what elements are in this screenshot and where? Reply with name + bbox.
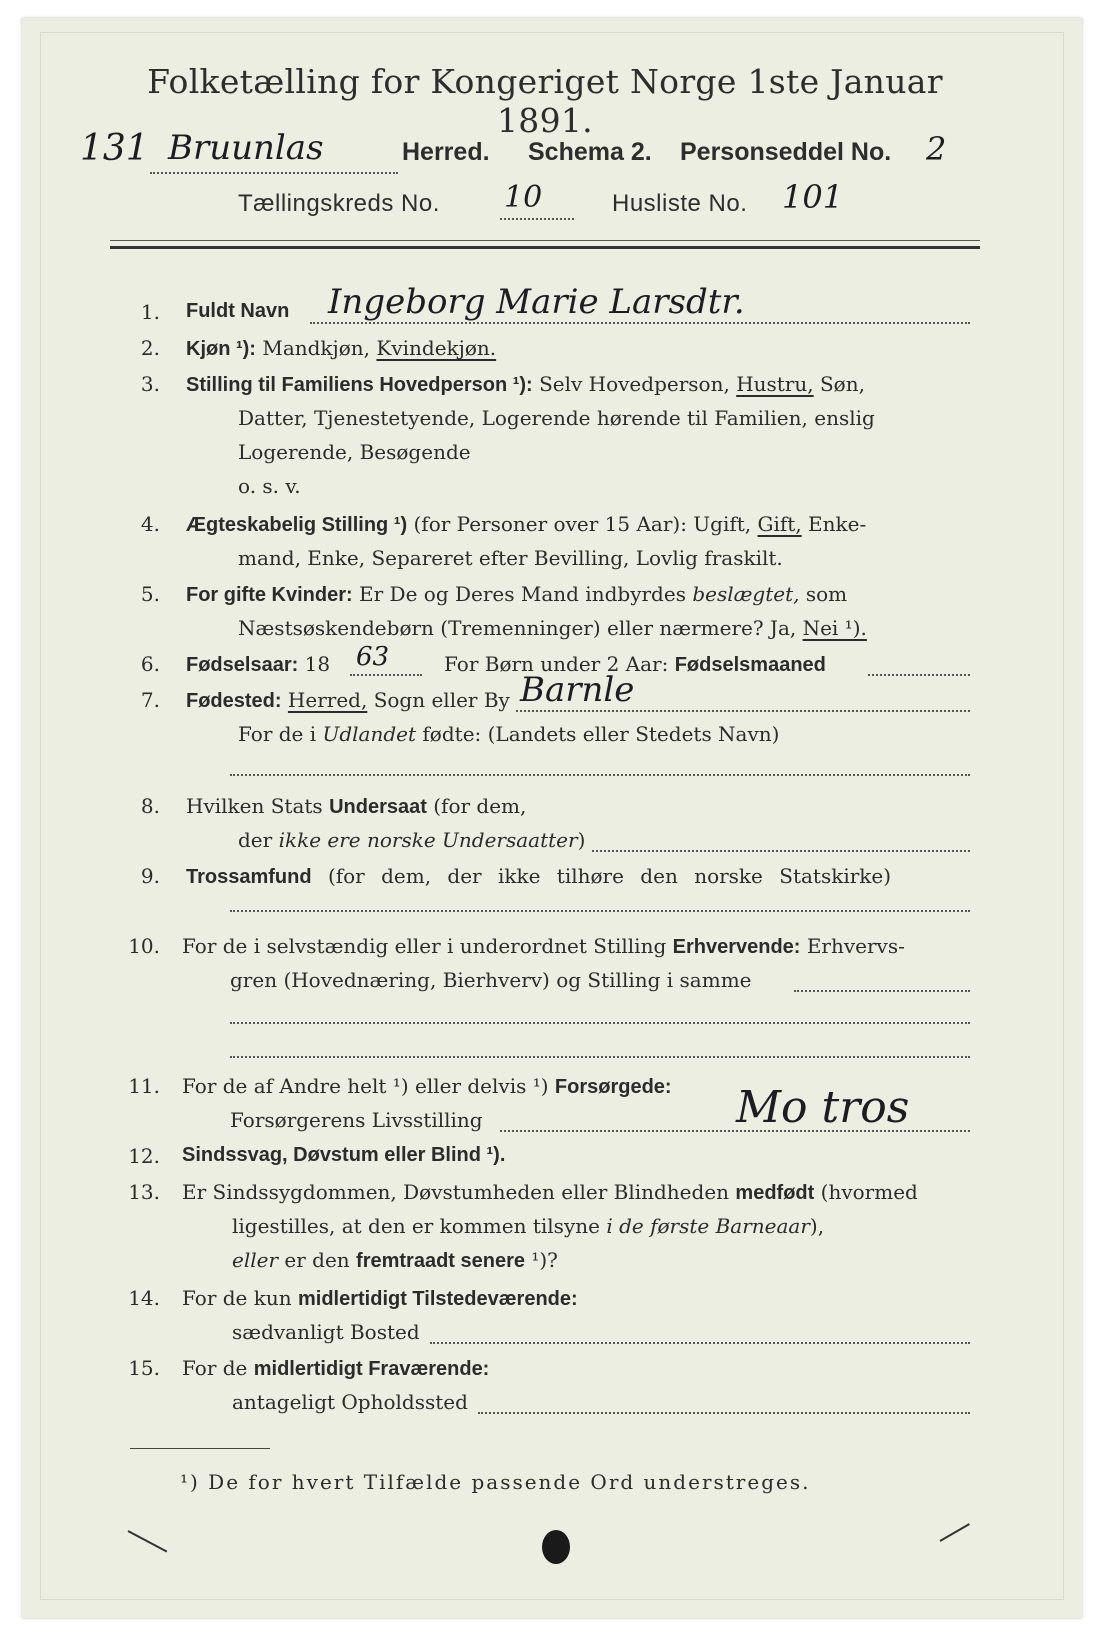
item-7-label: Fødested: [186, 690, 282, 712]
item-13-line-3-a: er den [284, 1248, 350, 1272]
herred-handwritten-value: Bruunlas [168, 128, 324, 168]
item-8-label: Undersaat [329, 796, 427, 818]
item-9-number: 9. [140, 864, 160, 888]
header-rule-heavy [110, 246, 980, 249]
item-3-number: 3. [140, 372, 160, 396]
item-3-text-b: Søn, [819, 372, 865, 396]
item-10-number: 10. [128, 934, 160, 958]
item-11-handwritten-occupation: Mo tros [736, 1082, 910, 1133]
item-8-text: Hvilken Stats [186, 794, 323, 818]
item-6-label-2: Fødselsmaaned [674, 654, 826, 676]
item-10-dotted-line-3 [230, 1056, 970, 1058]
ink-blot [542, 1530, 570, 1564]
item-1-label: Fuldt Navn [186, 300, 290, 322]
item-2-option-mandkjon: Mandkjøn, [262, 336, 371, 360]
item-8-dotted-line [592, 850, 970, 852]
herred-dotted-line [150, 172, 398, 174]
item-10-text: For de i selvstændig eller i underordnet Stilling [182, 934, 667, 958]
item-14-text: For de kun [182, 1286, 292, 1310]
husliste-label: Husliste No. [612, 190, 748, 217]
item-3-line-3: Logerende, Besøgende [238, 440, 471, 464]
item-3-line-4: o. s. v. [238, 474, 301, 498]
item-13-text-b: (hvormed [820, 1180, 918, 1204]
item-6-month-dotted-line [868, 674, 970, 676]
item-1-number: 1. [140, 300, 160, 324]
item-7-dotted-line [516, 710, 970, 712]
item-13-text: Er Sindssygdommen, Døvstumheden eller Blindheden [182, 1180, 730, 1204]
item-5-number: 5. [140, 582, 160, 606]
personseddel-label: Personseddel No. [680, 138, 892, 166]
item-14-label: midlertidigt Tilstedeværende: [297, 1288, 578, 1310]
item-7-line-2-a: For de i [238, 722, 317, 746]
item-4-line-2: mand, Enke, Separeret efter Bevilling, Lovlig fraskilt. [238, 546, 783, 570]
item-5-option-nei-underlined: Nei ¹). [802, 616, 867, 640]
item-7-number: 7. [140, 688, 160, 712]
item-8-italic-undersaatter: ikke ere norske Undersaatter [278, 828, 578, 852]
item-2-label: Kjøn ¹): [186, 338, 256, 360]
item-8-number: 8. [140, 794, 160, 818]
item-4-text-a: (for Personer over 15 Aar): Ugift, [413, 512, 752, 536]
item-11-number: 11. [128, 1074, 160, 1098]
item-14-number: 14. [128, 1286, 160, 1310]
item-15-number: 15. [128, 1356, 160, 1380]
item-10-text-b: Erhvervs- [806, 934, 905, 958]
item-6-year-dotted-line [350, 674, 422, 676]
item-10-dotted-line-1 [794, 990, 970, 992]
footnote-text: ¹) De for hvert Tilfælde passende Ord understreges. [180, 1470, 811, 1494]
item-8-line-2-a: der [238, 828, 273, 852]
item-9-dotted-line [230, 910, 970, 912]
item-4-label: Ægteskabelig Stilling ¹) [186, 514, 408, 536]
item-5-label: For gifte Kvinder: [186, 584, 353, 606]
item-14-line-2: sædvanligt Bosted [232, 1320, 420, 1344]
item-10-label: Erhvervende: [672, 936, 801, 958]
item-3-label: Stilling til Familiens Hovedperson ¹): [186, 374, 533, 396]
item-11-dotted-line [500, 1130, 970, 1132]
item-6-handwritten-year: 63 [356, 642, 390, 672]
kreds-dotted-line [500, 218, 574, 220]
item-13-label-senere: fremtraadt senere [356, 1250, 525, 1272]
item-14-dotted-line [430, 1342, 970, 1344]
item-9-label: Trossamfund [186, 866, 312, 888]
kreds-label: Tællingskreds No. [238, 190, 440, 217]
schema-label: Schema 2. [528, 138, 652, 166]
item-7-line-2-b: fødte: (Landets eller Stedets Navn) [422, 722, 780, 746]
item-3-option-hustru-underlined: Hustru, [736, 372, 814, 396]
item-1-handwritten-name: Ingeborg Marie Larsdtr. [328, 282, 745, 322]
item-9-text: (for dem, der ikke tilhøre den norske Statskirke) [327, 864, 892, 888]
item-7-handwritten-place: Barnle [520, 670, 635, 710]
item-6-number: 6. [140, 652, 160, 676]
census-form-sheet [22, 18, 1082, 1618]
item-4-number: 4. [140, 512, 160, 536]
item-3-line-2: Datter, Tjenestetyende, Logerende hørende til Familien, enslig [238, 406, 875, 430]
item-13-label: medfødt [735, 1182, 815, 1204]
item-13-line-3-b: ¹)? [531, 1248, 558, 1272]
item-11-label: Forsørgede: [554, 1076, 672, 1098]
item-15-line-2: antageligt Opholdssted [232, 1390, 468, 1414]
header-rule-thin [110, 240, 980, 241]
kreds-handwritten-value: 10 [504, 180, 543, 215]
item-2-number: 2. [140, 336, 160, 360]
personseddel-handwritten-value: 2 [926, 130, 947, 168]
item-6-label: Fødselsaar: [186, 654, 299, 676]
item-4-option-gift-underlined: Gift, [757, 512, 802, 536]
item-12-number: 12. [128, 1144, 160, 1168]
item-13-italic-barneaar: i de første Barneaar [606, 1214, 810, 1238]
item-7-text: Sogn eller By [373, 688, 510, 712]
item-11-text: For de af Andre helt ¹) eller delvis ¹) [182, 1074, 549, 1098]
item-1-dotted-line [310, 322, 970, 324]
item-3-text-a: Selv Hovedperson, [539, 372, 730, 396]
item-13-number: 13. [128, 1180, 160, 1204]
item-10-dotted-line-2 [230, 1022, 970, 1024]
item-7-blank-dotted-line [230, 774, 970, 776]
item-10-line-2: gren (Hovednæring, Bierhverv) og Stilling i samme [230, 968, 752, 992]
item-13-line-2-a: ligestilles, at den er kommen tilsyne [232, 1214, 600, 1238]
item-11-line-2: Forsørgerens Livsstilling [230, 1108, 483, 1132]
item-15-label: midlertidigt Fraværende: [253, 1358, 490, 1380]
margin-note-handwritten: 131 [80, 128, 149, 169]
item-12-label: Sindssvag, Døvstum eller Blind ¹). [182, 1144, 506, 1166]
item-15-dotted-line [478, 1412, 970, 1414]
item-6-text: For Børn under 2 Aar: [444, 652, 669, 676]
item-4-text-b: Enke- [808, 512, 867, 536]
item-8-text-b: (for dem, [433, 794, 527, 818]
item-5-line-2: Næstsøskendebørn (Tremenninger) eller nærmere? Ja, [238, 616, 797, 640]
herred-label: Herred. [402, 138, 490, 166]
item-2-option-kvindekjon-underlined: Kvindekjøn. [376, 336, 497, 360]
footnote-rule [130, 1448, 270, 1449]
item-5-italic-beslaegtet: beslægtet, [692, 582, 800, 606]
item-5-text-a: Er De og Deres Mand indbyrdes [359, 582, 686, 606]
form-title: Folketælling for Kongeriget Norge 1ste Januar 1891. [147, 62, 943, 140]
item-13-italic-eller: eller [232, 1248, 279, 1272]
item-7-option-herred-underlined: Herred, [287, 688, 368, 712]
husliste-handwritten-value: 101 [782, 178, 844, 216]
item-7-italic-udlandet: Udlandet [322, 722, 417, 746]
item-5-text-b: som [805, 582, 848, 606]
item-6-year-prefix: 18 [304, 652, 331, 676]
item-15-text: For de [182, 1356, 248, 1380]
